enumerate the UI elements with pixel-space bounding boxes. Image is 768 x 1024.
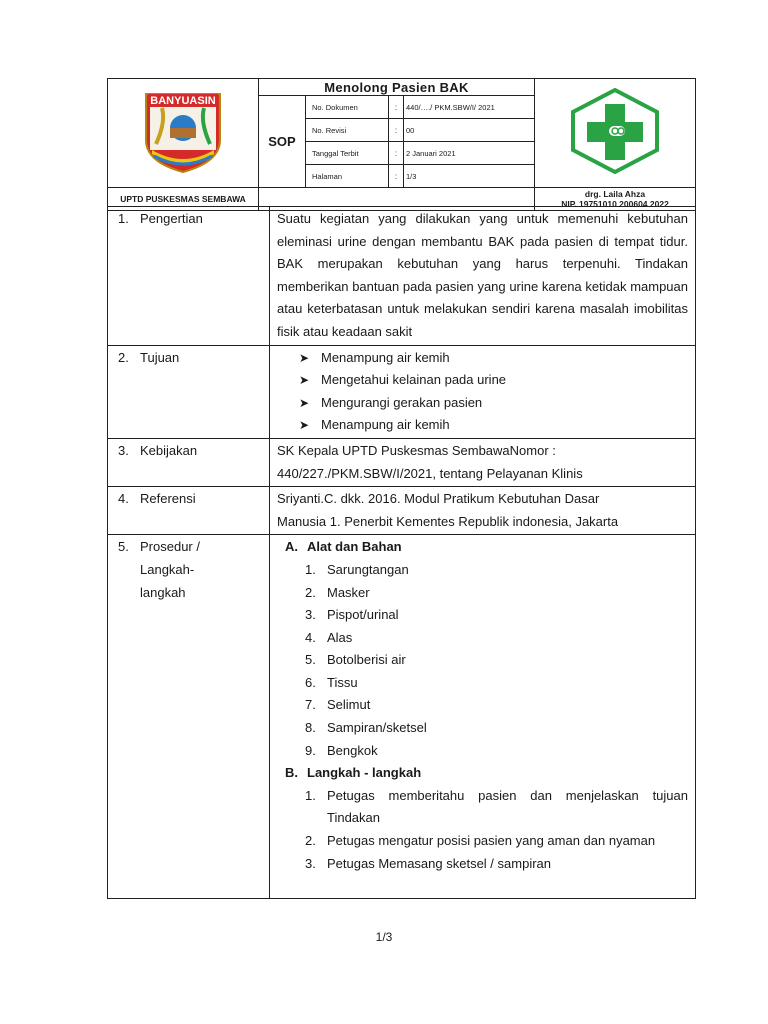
list-item: 9. Bengkok: [305, 742, 378, 758]
row-prosedur: [108, 535, 696, 899]
list-item: 5. Botolberisi air: [305, 652, 406, 668]
unit-name: UPTD PUSKESMAS SEMBAWA: [108, 188, 259, 211]
banyuasin-logo-text: BANYUASIN: [150, 94, 216, 107]
signer-nip: NIP. 19751010 200604 2022: [561, 199, 669, 209]
meta-label: No. Dokumen: [306, 96, 389, 119]
list-item: 3. Pispot/urinal: [305, 607, 399, 623]
row-label: Kebijakan: [140, 442, 198, 458]
list-item: 8. Sampiran/sketsel: [305, 720, 427, 736]
banyuasin-emblem-icon: [138, 88, 228, 174]
signer-name: drg. Laila Ahza: [584, 189, 646, 199]
sop-label: SOP: [259, 96, 306, 188]
meta-value-revisi: 00: [404, 119, 535, 142]
meta-value-tanggal-terbit: 2 Januari 2021: [404, 142, 535, 165]
row-referensi: [108, 487, 696, 535]
row-label: Referensi: [140, 491, 196, 507]
alat-bahan-list: [277, 559, 688, 762]
puskesmas-logo-cell: [535, 79, 696, 188]
list-item: 2. Masker: [305, 584, 370, 600]
row-label: Langkah-: [140, 561, 195, 577]
sop-body-table: [107, 206, 696, 899]
row-number: 5.: [118, 539, 129, 555]
row-tujuan: [108, 345, 696, 438]
row-label: Pengertian: [140, 211, 203, 226]
list-item: 7. Selimut: [305, 697, 371, 713]
meta-colon: :: [389, 119, 404, 142]
pengertian-text: Suatu kegiatan yang dilakukan yang untuk memenuhi kebutuhan eleminasi urine dengan membantu BAK pada pasien di tempat tidur. BAK merupakan kebutuhan yang harus terpenuhi. Tindakan memberikan bantuan pada pasien yang urine karena ketidak mampuan atau keterbatasan untuk melakukan sendiri karena masalah imobilitas fisik atau keadaan sakit: [270, 207, 696, 346]
banyuasin-logo-cell: [108, 79, 259, 188]
list-item: ➤ Mengurangi gerakan pasien: [299, 392, 688, 415]
tujuan-list: [277, 347, 688, 437]
list-item: 6. Tissu: [305, 674, 358, 690]
page-number: 1/3: [375, 930, 393, 944]
kebijakan-line: 440/227./PKM.SBW/I/2021, tentang Pelayanan Klinis: [277, 465, 583, 481]
meta-label: Tanggal Terbit: [306, 142, 389, 165]
meta-label: No. Revisi: [306, 119, 389, 142]
kebijakan-line: SK Kepala UPTD Puskesmas SembawaNomor :: [277, 442, 556, 458]
row-label: Prosedur /: [140, 539, 200, 555]
list-item: 2. Petugas mengatur posisi pasien yang aman dan nyaman: [305, 833, 656, 849]
meta-colon: :: [389, 165, 404, 188]
list-item: 4. Alas: [305, 629, 353, 645]
list-item: 3. Petugas Memasang sketsel / sampiran: [305, 855, 551, 871]
document-title: Menolong Pasien BAK: [259, 79, 535, 96]
meta-value-halaman: 1/3: [404, 165, 535, 188]
row-label: langkah: [140, 584, 186, 600]
row-number: 3.: [118, 442, 129, 458]
meta-colon: :: [389, 142, 404, 165]
list-item: ➤ Mengetahui kelainan pada urine: [299, 369, 688, 392]
row-number: 2.: [118, 349, 129, 365]
list-item: ➤ Menampung air kemih: [299, 414, 688, 437]
referensi-line: Manusia 1. Penerbit Kementes Republik indonesia, Jakarta: [277, 513, 619, 529]
puskesmas-cross-icon: [569, 88, 661, 174]
meta-label: Halaman: [306, 165, 389, 188]
meta-colon: :: [389, 96, 404, 119]
list-item: ➤ Menampung air kemih: [299, 347, 688, 370]
list-item: 1. Sarungtangan: [305, 561, 409, 577]
subsection-alat-bahan: A. Alat dan Bahan: [285, 539, 402, 555]
sop-header-table: [107, 78, 696, 211]
subsection-langkah: B. Langkah - langkah: [285, 765, 422, 781]
meta-value-nomor-dokumen: 440/…./ PKM.SBW/I/ 2021: [404, 96, 535, 119]
row-number: 1.: [118, 211, 129, 226]
list-item: 1. Petugas memberitahu pasien dan menjelaskan tujuan Tindakan: [305, 787, 688, 826]
referensi-line: Sriyanti.C. dkk. 2016. Modul Pratikum Kebutuhan Dasar: [277, 491, 600, 507]
row-label: Tujuan: [140, 349, 180, 365]
row-kebijakan: [108, 438, 696, 486]
row-pengertian: [108, 207, 696, 346]
langkah-list: [277, 785, 688, 875]
row-number: 4.: [118, 491, 129, 507]
